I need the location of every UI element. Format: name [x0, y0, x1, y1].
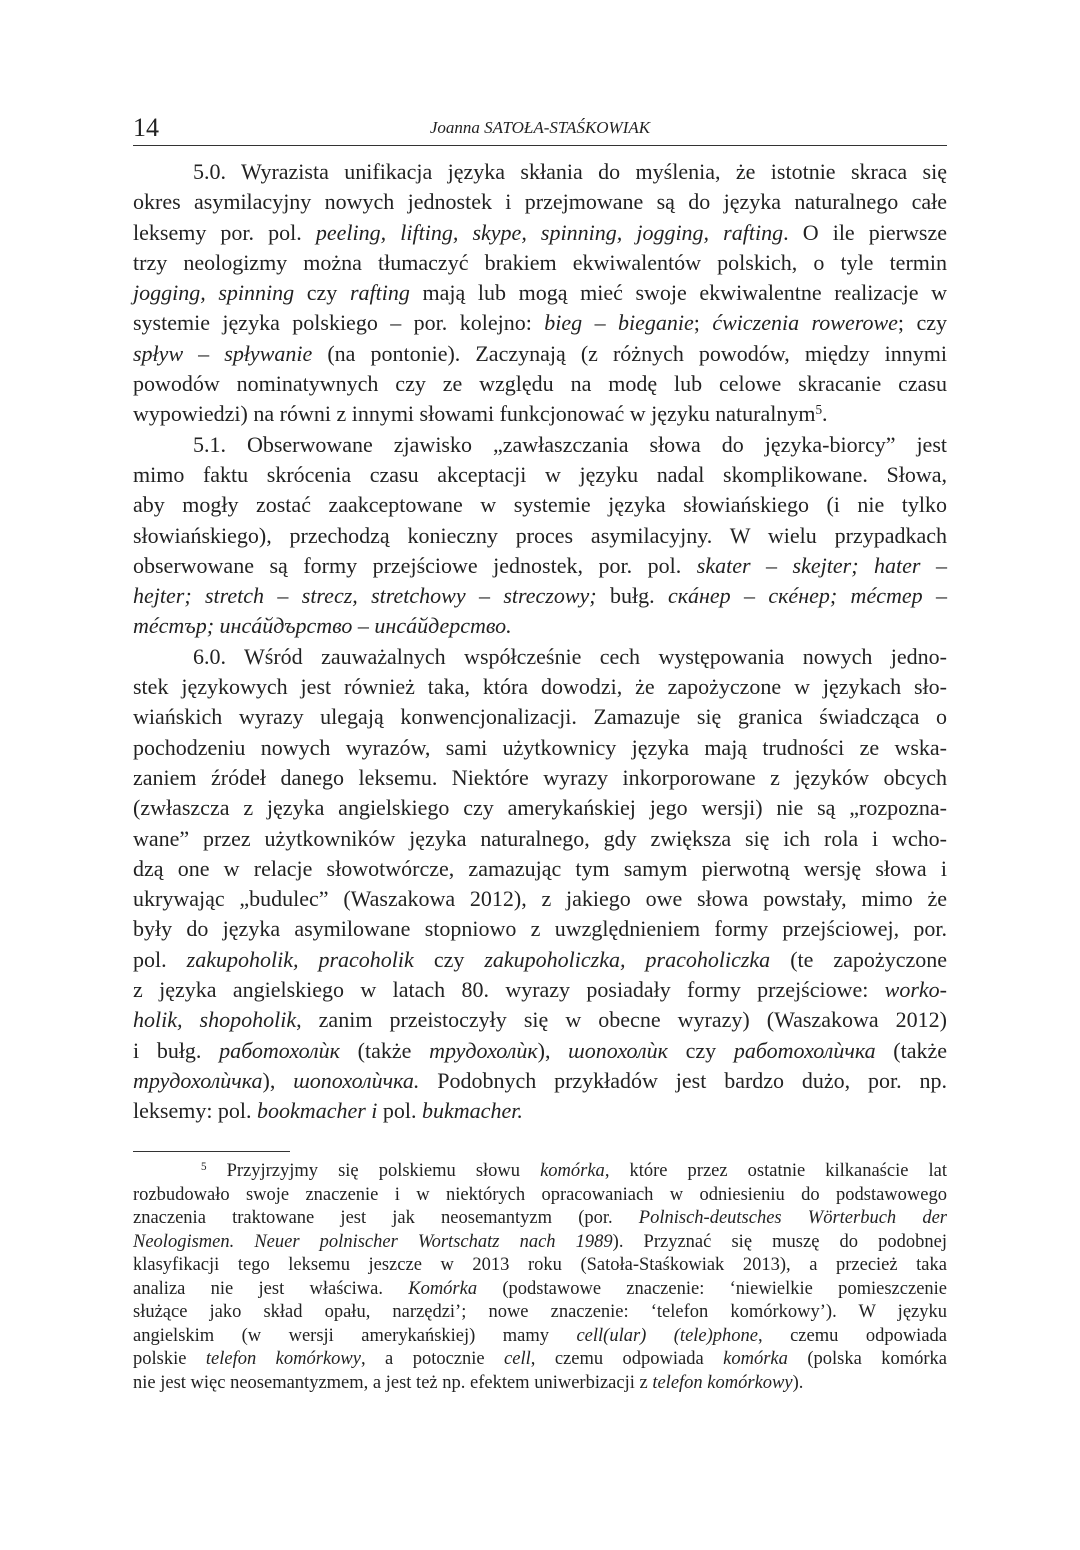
paragraph-line	[133, 824, 947, 854]
paragraph-line	[133, 308, 947, 338]
text-run: ). Przyznać się muszę do podobnej	[612, 1231, 947, 1252]
italic-term: komórka	[723, 1349, 788, 1370]
paragraph-line	[133, 218, 947, 248]
paragraph-line	[133, 1005, 947, 1035]
text-run: (także	[339, 1037, 430, 1063]
italic-term: jogging, spinning	[133, 280, 295, 306]
text-run: leksemy: pol.	[133, 1098, 258, 1124]
footnote-line	[133, 1184, 947, 1208]
paragraph-line	[133, 1096, 947, 1126]
paragraph-line	[133, 248, 947, 278]
italic-term: hejter; stretch – strecz, stretchowy – streczowy;	[133, 583, 597, 609]
footnote-line	[133, 1160, 947, 1184]
text-run: wiańskich wyrazy ulegają konwencjonalizacji. Zamazuje się granica świadcząca o	[133, 704, 947, 730]
paragraph-line	[133, 339, 947, 369]
text-run: (te zapożyczone	[770, 946, 947, 972]
text-run: . O ile pierwsze	[783, 219, 947, 245]
text-run: wypowiedzi) na równi z innymi słowami funkcjonować w języku naturalnym	[133, 401, 816, 427]
text-run: , a potocznie	[360, 1349, 505, 1370]
text-run: angielskim (w wersji amerykańskiej) mamy	[133, 1325, 577, 1346]
text-run: z języka angielskiego w latach 80. wyrazy posiadały formy przejściowe:	[133, 977, 885, 1003]
text-run: czy	[413, 946, 485, 972]
page-header	[133, 112, 947, 146]
text-run: bułg.	[596, 583, 668, 609]
footnote-line	[133, 1231, 947, 1255]
text-run: powodów nominatywnych czy ze względu na modę lub celowe skracanie czasu	[133, 371, 947, 397]
text-run: były do języka asymilowane stopniowo z uwzględnieniem formy przejściowej, por.	[133, 916, 947, 942]
italic-term: rafting	[349, 280, 410, 306]
running-title: Joanna SATOŁA-STAŚKOWIAK	[429, 118, 651, 137]
paragraph-line	[133, 157, 947, 187]
text-run: ; czy	[897, 310, 947, 336]
paragraph-line	[133, 793, 947, 823]
italic-term: skater – skejter; hater –	[696, 552, 947, 578]
text-run: słowiańskiego), przechodzą konieczny proces asymilacyjny. W wielu przypadkach	[133, 522, 947, 548]
italic-term: шопохолѝчка.	[293, 1067, 420, 1093]
text-run: ukrywając „budulec” (Waszakowa 2012), z jakiego owe słowa powstały, mimo że	[133, 886, 947, 912]
text-run: (zwłaszcza z języka angielskiego czy amerykańskiej jego wersji) nie są „rozpozna-	[133, 795, 947, 821]
italic-term: spływ – spływanie	[133, 340, 313, 366]
text-run: pol.	[377, 1098, 423, 1124]
text-run: ),	[262, 1067, 294, 1093]
text-run: , które przez ostatnie kilkanaście lat	[604, 1161, 947, 1181]
text-run: wane” przez użytkowników języka naturalnego, gdy zwiększa się ich rola i wcho-	[133, 825, 947, 851]
text-run: .	[822, 401, 828, 427]
italic-term: bukmacher.	[422, 1098, 523, 1124]
paragraph-line	[133, 1066, 947, 1096]
text-run: aby mogły zostać zaakceptowane w systemie języka słowiańskiego (i nie tylko	[133, 492, 947, 518]
paragraph-line	[133, 521, 947, 551]
text-run: klasyfikacji tego leksemu jeszcze w 2013 roku (Satoła-Staśkowiak 2013), a przecież taka	[133, 1255, 947, 1276]
footnote	[133, 1160, 947, 1395]
italic-term: работохолѝк	[219, 1037, 340, 1063]
text-run: służące jako skład opału, narzędzi’; nowe znaczenie: ‘telefon komórkowy’). W języku	[133, 1302, 947, 1323]
text-run: mimo faktu skrócenia czasu akceptacji w języku nadal skomplikowane. Słowa,	[133, 461, 947, 487]
text-run: 6.0. Wśród zauważalnych współcześnie cech występowania nowych jedno-	[193, 643, 947, 669]
italic-term: cell(ular) (tele)phone	[576, 1325, 759, 1346]
paragraph-line	[133, 763, 947, 793]
text-run: Przyjrzyjmy się polskiemu słowu	[206, 1161, 541, 1181]
paragraph-line	[133, 460, 947, 490]
text-run: (także	[875, 1037, 948, 1063]
italic-term: шопохолѝк	[568, 1037, 668, 1063]
italic-term: cell	[504, 1349, 531, 1370]
paragraph-line	[133, 854, 947, 884]
paragraph-line	[133, 430, 947, 460]
footnote-line	[133, 1278, 947, 1302]
italic-term: holik, shopoholik	[133, 1007, 297, 1033]
text-run: ).	[792, 1372, 804, 1393]
text-run: mają lub mogą mieć swoje ekwiwalentne realizacje w	[409, 280, 947, 306]
text-run: analiza nie jest właściwa.	[133, 1278, 409, 1299]
footnote-line	[133, 1325, 947, 1349]
text-run: obserwowane są formy przejściowe jednostek, por. pol.	[133, 552, 697, 578]
text-run: pochodzeniu nowych wyrazów, sami użytkownicy języka mają trudności ze wska-	[133, 734, 947, 760]
text-run: trzy neologizmy można tłumaczyć brakiem ekwiwalentów polskich, o tyle termin	[133, 249, 947, 275]
footnote-separator	[133, 1151, 290, 1152]
text-run: systemie języka polskiego – por. kolejno:	[133, 310, 545, 336]
text-run: (polska komórka	[787, 1349, 947, 1370]
text-run: ),	[537, 1037, 569, 1063]
text-run: (na pontonie). Zaczynają (z różnych powodów, między innymi	[312, 340, 947, 366]
paragraph-line	[133, 278, 947, 308]
paragraph-line	[133, 369, 947, 399]
italic-term: telefon komórkowy	[205, 1349, 361, 1370]
paragraph-line	[133, 702, 947, 732]
paragraph-line	[133, 187, 947, 217]
italic-term: тéстър; инсáйдърство – инсáйдерство.	[133, 613, 512, 639]
paragraph-line	[133, 884, 947, 914]
paragraph-line	[133, 914, 947, 944]
italic-term: скáнер – скéнер; тéстер –	[667, 583, 947, 609]
paragraph	[133, 430, 947, 642]
text-run: czy	[294, 280, 350, 306]
italic-term: Polnisch-deutsches Wörterbuch der	[638, 1208, 947, 1229]
text-run: , czemu odpowiada	[530, 1349, 724, 1370]
paragraph-line	[133, 945, 947, 975]
paragraph	[133, 642, 947, 1127]
paragraph-line	[133, 399, 947, 429]
text-run: ;	[693, 310, 713, 336]
paragraph-line	[133, 551, 947, 581]
paragraph-line	[133, 611, 947, 641]
italic-term: работохолѝчка	[733, 1037, 876, 1063]
text-run: (podstawowe znaczenie: ‘niewielkie pomieszczenie	[477, 1278, 948, 1299]
page-number: 14	[133, 113, 159, 142]
footnote-line	[133, 1301, 947, 1325]
paragraph-line	[133, 733, 947, 763]
text-run: i bułg.	[133, 1037, 220, 1063]
italic-term: bookmacher i	[257, 1098, 378, 1124]
text-run: , zanim przeistoczyły się w obecne wyrazy) (Waszakowa 2012)	[296, 1007, 947, 1033]
text-run: stek językowych jest również taka, która dowodzi, że zapożyczone w językach sło-	[133, 674, 947, 700]
text-run: rozbudowało swoje znaczenie i w niektórych opracowaniach w odniesieniu do podstawowego	[133, 1184, 947, 1205]
italic-term: zakupoholik, pracoholik	[186, 946, 414, 972]
paragraph-line	[133, 672, 947, 702]
footnote-marker: 5	[201, 1160, 207, 1173]
text-run: polskie	[133, 1349, 206, 1370]
footnote-line	[133, 1207, 947, 1231]
italic-term: Neologismen. Neuer polnischer Wortschatz nach 1989	[133, 1231, 613, 1252]
italic-term: ćwiczenia rowerowe	[712, 310, 898, 336]
italic-term: трудохолѝк	[429, 1037, 538, 1063]
paragraph-line	[133, 642, 947, 672]
italic-term: zakupoholiczka, pracoholiczka	[484, 946, 771, 972]
italic-term: Komórka	[408, 1278, 478, 1299]
italic-term: worko-	[884, 977, 947, 1003]
paragraph-line	[133, 581, 947, 611]
italic-term: peeling, lifting, skype, spinning, jogging, rafting	[315, 219, 784, 245]
paragraph-line	[133, 490, 947, 520]
paragraph	[133, 157, 947, 430]
paragraph-line	[133, 1036, 947, 1066]
text-run: czy	[667, 1037, 734, 1063]
italic-term: komórka	[540, 1161, 605, 1181]
footnote-line	[133, 1254, 947, 1278]
text-run: nie jest więc neosemantyzmem, a jest też np. efektem uniwerbizacji z	[133, 1372, 653, 1393]
text-run: okres asymilacyjny nowych jednostek i przejmowane są do języka naturalnego całe	[133, 189, 947, 215]
paragraph-line	[133, 975, 947, 1005]
footnote-marker: 5	[815, 402, 823, 418]
text-run: zaniem źródeł danego leksemu. Niektóre wyrazy inkorporowane z języków obcych	[133, 764, 947, 790]
body-text	[133, 157, 947, 1127]
text-run: Podobnych przykładów jest bardzo dużo, por. np.	[419, 1067, 947, 1093]
footnote-line	[133, 1348, 947, 1372]
text-run: 5.0. Wyrazista unifikacja języka skłania do myślenia, że istotnie skraca się	[193, 159, 947, 184]
footnote-line	[133, 1372, 947, 1396]
text-run: 5.1. Obserwowane zjawisko „zawłaszczania słowa do języka-biorcy” jest	[193, 431, 947, 457]
text-run: znaczenia traktowane jest jak neosemantyzm (por.	[133, 1208, 639, 1229]
text-run: , czemu odpowiada	[758, 1325, 947, 1346]
italic-term: bieg – bieganie	[544, 310, 694, 336]
text-run: dzą one w relacje słowotwórcze, zamazując tym samym pierwotną wersję słowa i	[133, 855, 947, 881]
italic-term: telefon komórkowy	[652, 1372, 793, 1393]
italic-term: трудохолѝчка	[133, 1067, 263, 1093]
text-run: pol.	[133, 946, 187, 972]
text-run: leksemy por. pol.	[133, 219, 316, 245]
